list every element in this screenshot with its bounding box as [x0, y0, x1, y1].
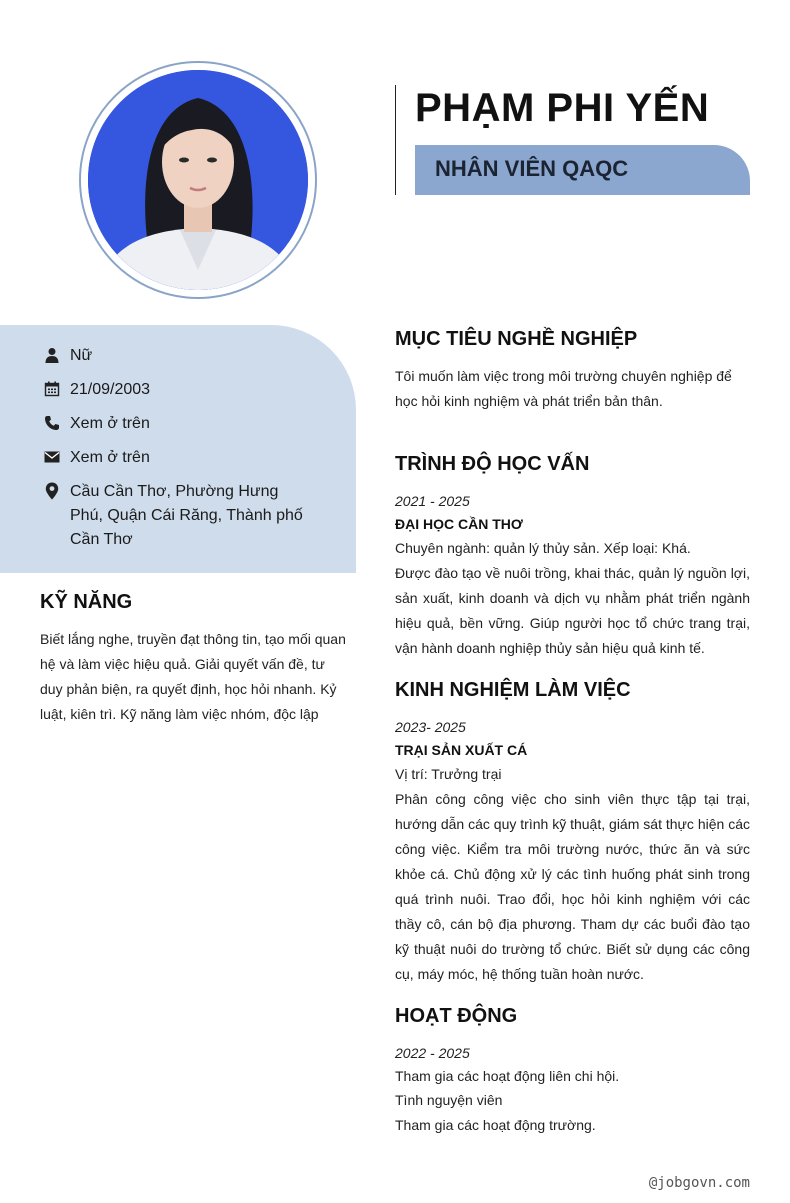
watermark: @jobgovn.com	[648, 1175, 750, 1191]
education-major: Chuyên ngành: quản lý thủy sản. Xếp loại: Khá.	[395, 540, 691, 556]
person-name: PHẠM PHI YẾN	[415, 86, 710, 130]
education-title: TRÌNH ĐỘ HỌC VẤN	[395, 453, 590, 475]
activities-period: 2022 - 2025	[395, 1045, 470, 1061]
experience-title: KINH NGHIỆM LÀM VIỆC	[395, 679, 631, 701]
objective-text: Tôi muốn làm việc trong môi trường chuyên nghiệp để học hỏi kinh nghiệm và phát triển bản thân.	[395, 368, 732, 409]
contact-email	[42, 446, 310, 470]
education-period: 2021 - 2025	[395, 493, 470, 509]
objective-title: MỤC TIÊU NGHỀ NGHIỆP	[395, 328, 638, 350]
contact-phone	[42, 412, 310, 436]
birthday-text: 21/09/2003	[70, 381, 151, 398]
contact-birthday	[42, 378, 310, 402]
avatar	[88, 70, 308, 290]
activity-item: Tham gia các hoạt động trường.	[395, 1117, 596, 1133]
education-description: Được đào tạo về nuôi trồng, khai thác, quản lý nguồn lợi, sản xuất, kinh doanh và dịch vụ nhằm phát triển ngành hiệu quả, bền vững. Giúp người học tổ chức trang trại, vận hành doanh nghiệp thủy sản hiệu quả kinh tế.	[395, 565, 750, 656]
calendar-icon	[42, 379, 62, 399]
activity-item: Tình nguyện viên	[395, 1092, 503, 1108]
experience-period: 2023- 2025	[395, 719, 466, 735]
skills-title: KỸ NĂNG	[40, 591, 133, 613]
name-divider	[395, 85, 396, 195]
experience-company: TRẠI SẢN XUẤT CÁ	[395, 742, 528, 758]
experience-position: Vị trí: Trưởng trại	[395, 766, 502, 782]
education-school: ĐẠI HỌC CẦN THƠ	[395, 516, 523, 532]
contact-gender	[42, 344, 310, 368]
email-icon	[42, 447, 62, 467]
address-text: Cầu Cần Thơ, Phường Hưng Phú, Quận Cái Răng, Thành phố Cần Thơ	[70, 483, 303, 548]
phone-text: Xem ở trên	[70, 415, 150, 432]
email-text: Xem ở trên	[70, 449, 150, 466]
role-badge	[415, 145, 750, 195]
gender-text: Nữ	[70, 347, 93, 364]
location-icon	[42, 481, 62, 501]
activity-item: Tham gia các hoạt động liên chi hội.	[395, 1068, 620, 1084]
skills-text: Biết lắng nghe, truyền đạt thông tin, tạo mối quan hệ và làm việc hiệu quả. Giải quyết vấn đề, tư duy phản biện, ra quyết định, học hỏi nhanh. Kỷ luật, kiên trì. Kỹ năng làm việc nhóm, độc lập	[40, 631, 346, 722]
job-title: NHÂN VIÊN QAQC	[435, 156, 629, 181]
person-icon	[42, 345, 62, 365]
activities-title: HOẠT ĐỘNG	[395, 1005, 518, 1027]
phone-icon	[42, 413, 62, 433]
contact-address	[42, 480, 310, 552]
experience-description: Phân công công việc cho sinh viên thực tập tại trại, hướng dẫn các quy trình kỹ thuật, giám sát thực hiện các công việc. Kiểm tra môi trường nước, thức ăn và sức khỏe cá. Chủ động xử lý các tình huống phát sinh trong quá trình nuôi. Trao đổi, học hỏi kinh nghiệm với các thầy cô, cán bộ địa phương. Tham dự các buổi đào tạo kỹ thuật nuôi do trường tổ chức. Biết sử dụng các công cụ, máy móc, hệ thống tuần hoàn nước.	[395, 791, 750, 982]
